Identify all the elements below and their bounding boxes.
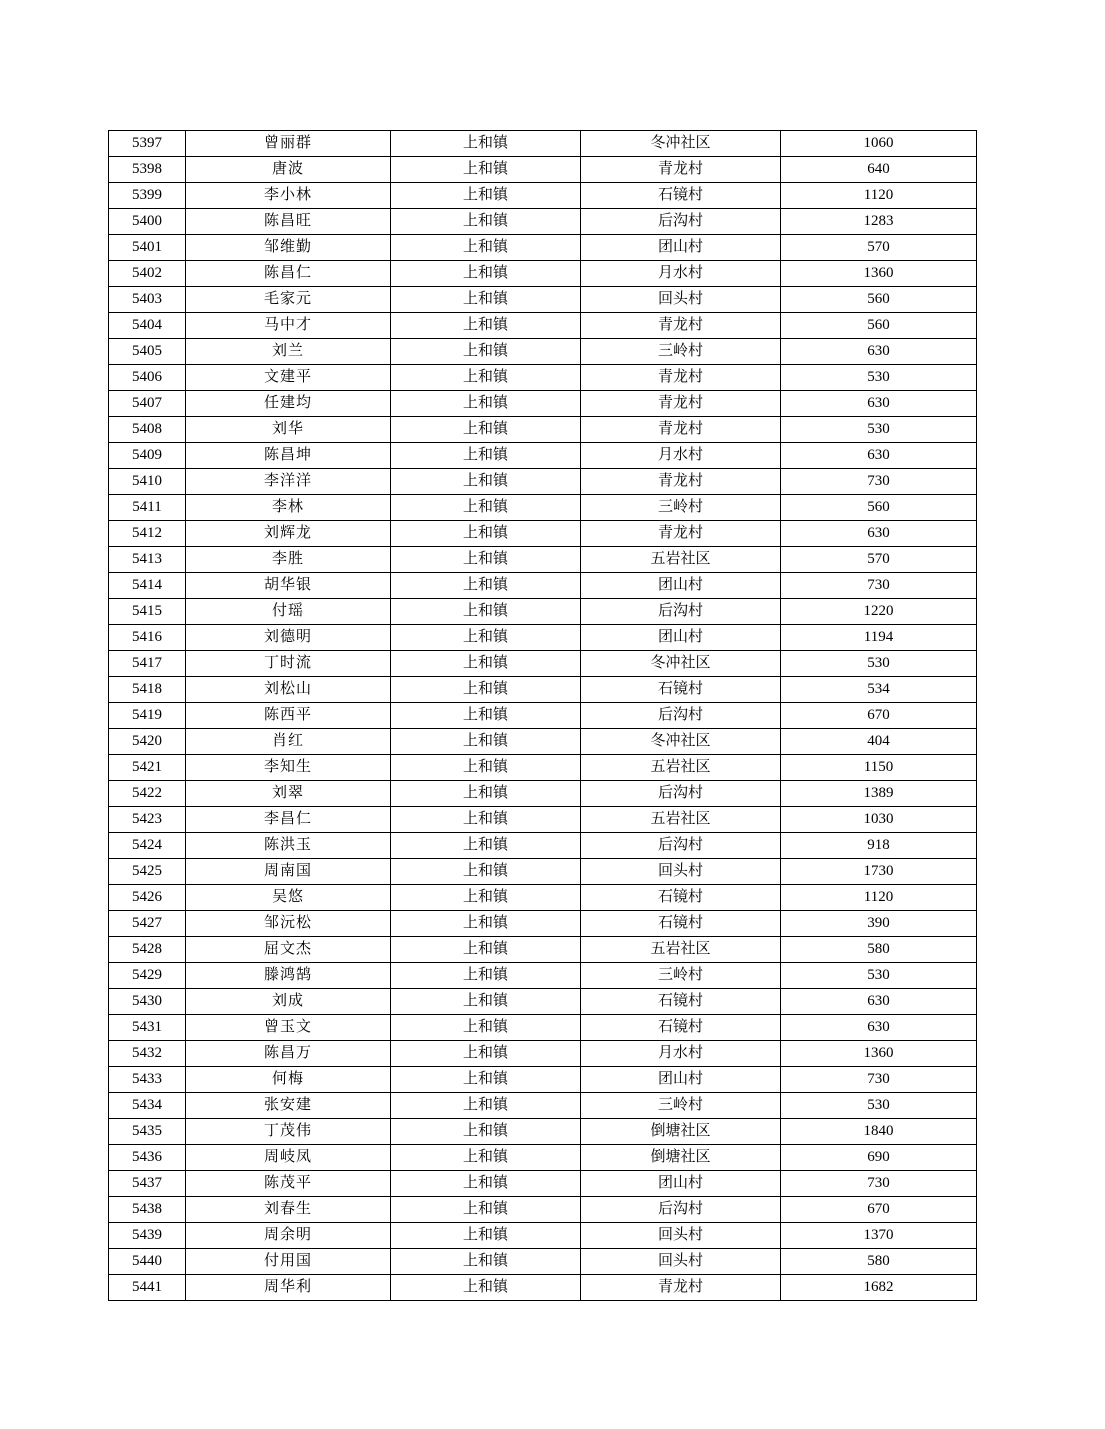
- cell-person-name: 任建均: [186, 391, 391, 417]
- table-row: [109, 1171, 977, 1197]
- cell-person-name: 李洋洋: [186, 469, 391, 495]
- table-row: [109, 131, 977, 157]
- cell-village: 回头村: [581, 287, 781, 313]
- table-row: [109, 729, 977, 755]
- table-row: [109, 833, 977, 859]
- cell-village: 青龙村: [581, 313, 781, 339]
- cell-serial-number: 5423: [109, 807, 186, 833]
- cell-serial-number: 5435: [109, 1119, 186, 1145]
- cell-amount: 1730: [781, 859, 977, 885]
- cell-town: 上和镇: [391, 989, 581, 1015]
- cell-town: 上和镇: [391, 1041, 581, 1067]
- cell-town: 上和镇: [391, 859, 581, 885]
- cell-village: 后沟村: [581, 703, 781, 729]
- table-row: [109, 1067, 977, 1093]
- cell-amount: 390: [781, 911, 977, 937]
- cell-serial-number: 5408: [109, 417, 186, 443]
- cell-village: 月水村: [581, 1041, 781, 1067]
- cell-town: 上和镇: [391, 521, 581, 547]
- cell-person-name: 陈洪玉: [186, 833, 391, 859]
- table-row: [109, 885, 977, 911]
- cell-person-name: 何梅: [186, 1067, 391, 1093]
- cell-serial-number: 5404: [109, 313, 186, 339]
- cell-village: 石镜村: [581, 911, 781, 937]
- cell-amount: 1360: [781, 261, 977, 287]
- cell-amount: 1840: [781, 1119, 977, 1145]
- cell-person-name: 丁时流: [186, 651, 391, 677]
- cell-person-name: 曾丽群: [186, 131, 391, 157]
- cell-person-name: 李林: [186, 495, 391, 521]
- cell-amount: 580: [781, 937, 977, 963]
- cell-serial-number: 5409: [109, 443, 186, 469]
- table-row: [109, 547, 977, 573]
- cell-serial-number: 5418: [109, 677, 186, 703]
- cell-village: 青龙村: [581, 521, 781, 547]
- cell-town: 上和镇: [391, 1197, 581, 1223]
- cell-village: 后沟村: [581, 209, 781, 235]
- cell-amount: 1682: [781, 1275, 977, 1301]
- table-row: [109, 1145, 977, 1171]
- cell-town: 上和镇: [391, 807, 581, 833]
- cell-town: 上和镇: [391, 1015, 581, 1041]
- cell-village: 团山村: [581, 1067, 781, 1093]
- cell-amount: 730: [781, 1067, 977, 1093]
- cell-person-name: 陈西平: [186, 703, 391, 729]
- cell-town: 上和镇: [391, 287, 581, 313]
- cell-town: 上和镇: [391, 1145, 581, 1171]
- table-row: [109, 417, 977, 443]
- cell-person-name: 刘辉龙: [186, 521, 391, 547]
- cell-town: 上和镇: [391, 235, 581, 261]
- cell-amount: 630: [781, 989, 977, 1015]
- table-row: [109, 677, 977, 703]
- cell-village: 青龙村: [581, 469, 781, 495]
- cell-serial-number: 5406: [109, 365, 186, 391]
- cell-town: 上和镇: [391, 339, 581, 365]
- cell-village: 团山村: [581, 625, 781, 651]
- cell-person-name: 肖红: [186, 729, 391, 755]
- cell-town: 上和镇: [391, 755, 581, 781]
- cell-village: 团山村: [581, 1171, 781, 1197]
- cell-village: 青龙村: [581, 365, 781, 391]
- cell-town: 上和镇: [391, 885, 581, 911]
- cell-serial-number: 5412: [109, 521, 186, 547]
- cell-town: 上和镇: [391, 417, 581, 443]
- table-row: [109, 313, 977, 339]
- cell-amount: 690: [781, 1145, 977, 1171]
- cell-amount: 670: [781, 1197, 977, 1223]
- cell-person-name: 陈昌万: [186, 1041, 391, 1067]
- table-row: [109, 963, 977, 989]
- cell-person-name: 周岐凤: [186, 1145, 391, 1171]
- cell-town: 上和镇: [391, 677, 581, 703]
- cell-serial-number: 5414: [109, 573, 186, 599]
- cell-person-name: 丁茂伟: [186, 1119, 391, 1145]
- table-row: [109, 469, 977, 495]
- cell-village: 冬冲社区: [581, 729, 781, 755]
- cell-serial-number: 5400: [109, 209, 186, 235]
- cell-town: 上和镇: [391, 1223, 581, 1249]
- cell-village: 三岭村: [581, 495, 781, 521]
- table-row: [109, 1223, 977, 1249]
- cell-town: 上和镇: [391, 131, 581, 157]
- table-row: [109, 287, 977, 313]
- cell-person-name: 陈昌仁: [186, 261, 391, 287]
- cell-person-name: 邹维勤: [186, 235, 391, 261]
- table-row: [109, 157, 977, 183]
- cell-village: 回头村: [581, 859, 781, 885]
- cell-serial-number: 5397: [109, 131, 186, 157]
- cell-person-name: 陈昌坤: [186, 443, 391, 469]
- cell-serial-number: 5432: [109, 1041, 186, 1067]
- cell-town: 上和镇: [391, 469, 581, 495]
- cell-serial-number: 5425: [109, 859, 186, 885]
- cell-town: 上和镇: [391, 625, 581, 651]
- cell-amount: 1030: [781, 807, 977, 833]
- cell-village: 团山村: [581, 235, 781, 261]
- cell-town: 上和镇: [391, 911, 581, 937]
- cell-serial-number: 5399: [109, 183, 186, 209]
- cell-serial-number: 5411: [109, 495, 186, 521]
- cell-amount: 730: [781, 573, 977, 599]
- cell-town: 上和镇: [391, 183, 581, 209]
- cell-town: 上和镇: [391, 1067, 581, 1093]
- cell-village: 后沟村: [581, 599, 781, 625]
- cell-village: 五岩社区: [581, 547, 781, 573]
- table-row: [109, 755, 977, 781]
- cell-serial-number: 5431: [109, 1015, 186, 1041]
- cell-serial-number: 5439: [109, 1223, 186, 1249]
- cell-serial-number: 5410: [109, 469, 186, 495]
- cell-amount: 630: [781, 443, 977, 469]
- cell-serial-number: 5436: [109, 1145, 186, 1171]
- cell-serial-number: 5440: [109, 1249, 186, 1275]
- table-row: [109, 183, 977, 209]
- cell-village: 后沟村: [581, 781, 781, 807]
- cell-town: 上和镇: [391, 495, 581, 521]
- table-row: [109, 781, 977, 807]
- cell-town: 上和镇: [391, 963, 581, 989]
- cell-village: 五岩社区: [581, 807, 781, 833]
- cell-village: 倒塘社区: [581, 1145, 781, 1171]
- payment-table: [108, 130, 977, 1301]
- table-row: [109, 599, 977, 625]
- cell-person-name: 刘华: [186, 417, 391, 443]
- cell-serial-number: 5433: [109, 1067, 186, 1093]
- table-row: [109, 391, 977, 417]
- cell-serial-number: 5402: [109, 261, 186, 287]
- cell-amount: 1120: [781, 885, 977, 911]
- table-row: [109, 651, 977, 677]
- cell-village: 月水村: [581, 261, 781, 287]
- table-row: [109, 1093, 977, 1119]
- table-row: [109, 1041, 977, 1067]
- cell-amount: 640: [781, 157, 977, 183]
- cell-village: 后沟村: [581, 1197, 781, 1223]
- cell-serial-number: 5424: [109, 833, 186, 859]
- cell-amount: 1389: [781, 781, 977, 807]
- cell-amount: 560: [781, 313, 977, 339]
- cell-amount: 1194: [781, 625, 977, 651]
- cell-person-name: 刘成: [186, 989, 391, 1015]
- cell-village: 石镜村: [581, 885, 781, 911]
- cell-amount: 530: [781, 417, 977, 443]
- table-row: [109, 1119, 977, 1145]
- cell-serial-number: 5419: [109, 703, 186, 729]
- cell-town: 上和镇: [391, 1119, 581, 1145]
- cell-amount: 1370: [781, 1223, 977, 1249]
- table-row: [109, 339, 977, 365]
- cell-person-name: 屈文杰: [186, 937, 391, 963]
- table-row: [109, 859, 977, 885]
- cell-town: 上和镇: [391, 703, 581, 729]
- cell-serial-number: 5401: [109, 235, 186, 261]
- cell-village: 石镜村: [581, 677, 781, 703]
- cell-person-name: 李昌仁: [186, 807, 391, 833]
- table-row: [109, 807, 977, 833]
- cell-village: 冬冲社区: [581, 651, 781, 677]
- cell-serial-number: 5427: [109, 911, 186, 937]
- cell-amount: 530: [781, 365, 977, 391]
- cell-amount: 1283: [781, 209, 977, 235]
- cell-person-name: 陈茂平: [186, 1171, 391, 1197]
- cell-serial-number: 5403: [109, 287, 186, 313]
- table-row: [109, 703, 977, 729]
- cell-person-name: 文建平: [186, 365, 391, 391]
- cell-serial-number: 5413: [109, 547, 186, 573]
- table-row: [109, 625, 977, 651]
- cell-town: 上和镇: [391, 573, 581, 599]
- table-row: [109, 937, 977, 963]
- cell-village: 三岭村: [581, 339, 781, 365]
- cell-town: 上和镇: [391, 937, 581, 963]
- cell-town: 上和镇: [391, 209, 581, 235]
- cell-town: 上和镇: [391, 1171, 581, 1197]
- cell-serial-number: 5422: [109, 781, 186, 807]
- cell-amount: 560: [781, 287, 977, 313]
- cell-amount: 530: [781, 651, 977, 677]
- cell-village: 五岩社区: [581, 755, 781, 781]
- cell-town: 上和镇: [391, 1275, 581, 1301]
- cell-serial-number: 5438: [109, 1197, 186, 1223]
- cell-serial-number: 5398: [109, 157, 186, 183]
- cell-village: 青龙村: [581, 417, 781, 443]
- cell-town: 上和镇: [391, 157, 581, 183]
- cell-town: 上和镇: [391, 651, 581, 677]
- cell-village: 回头村: [581, 1223, 781, 1249]
- cell-serial-number: 5415: [109, 599, 186, 625]
- cell-person-name: 张安建: [186, 1093, 391, 1119]
- cell-serial-number: 5430: [109, 989, 186, 1015]
- cell-amount: 1120: [781, 183, 977, 209]
- table-row: [109, 495, 977, 521]
- cell-person-name: 唐波: [186, 157, 391, 183]
- cell-amount: 570: [781, 235, 977, 261]
- cell-person-name: 胡华银: [186, 573, 391, 599]
- cell-village: 青龙村: [581, 1275, 781, 1301]
- cell-town: 上和镇: [391, 313, 581, 339]
- cell-person-name: 邹沅松: [186, 911, 391, 937]
- cell-town: 上和镇: [391, 1093, 581, 1119]
- table-row: [109, 989, 977, 1015]
- table-row: [109, 443, 977, 469]
- cell-amount: 670: [781, 703, 977, 729]
- cell-serial-number: 5428: [109, 937, 186, 963]
- cell-amount: 560: [781, 495, 977, 521]
- cell-person-name: 陈昌旺: [186, 209, 391, 235]
- cell-village: 石镜村: [581, 1015, 781, 1041]
- cell-village: 冬冲社区: [581, 131, 781, 157]
- cell-village: 回头村: [581, 1249, 781, 1275]
- cell-amount: 580: [781, 1249, 977, 1275]
- cell-serial-number: 5437: [109, 1171, 186, 1197]
- table-row: [109, 1249, 977, 1275]
- table-row: [109, 365, 977, 391]
- cell-serial-number: 5405: [109, 339, 186, 365]
- cell-village: 青龙村: [581, 157, 781, 183]
- cell-town: 上和镇: [391, 443, 581, 469]
- cell-village: 三岭村: [581, 1093, 781, 1119]
- cell-person-name: 周南国: [186, 859, 391, 885]
- cell-amount: 404: [781, 729, 977, 755]
- cell-person-name: 曾玉文: [186, 1015, 391, 1041]
- cell-amount: 1150: [781, 755, 977, 781]
- cell-serial-number: 5441: [109, 1275, 186, 1301]
- table-row: [109, 209, 977, 235]
- cell-town: 上和镇: [391, 547, 581, 573]
- cell-person-name: 付瑶: [186, 599, 391, 625]
- cell-village: 五岩社区: [581, 937, 781, 963]
- cell-town: 上和镇: [391, 1249, 581, 1275]
- cell-village: 石镜村: [581, 989, 781, 1015]
- cell-town: 上和镇: [391, 391, 581, 417]
- cell-serial-number: 5426: [109, 885, 186, 911]
- cell-person-name: 刘翠: [186, 781, 391, 807]
- table-row: [109, 911, 977, 937]
- cell-person-name: 李小林: [186, 183, 391, 209]
- cell-amount: 730: [781, 469, 977, 495]
- cell-serial-number: 5417: [109, 651, 186, 677]
- table-row: [109, 573, 977, 599]
- cell-amount: 1220: [781, 599, 977, 625]
- cell-town: 上和镇: [391, 365, 581, 391]
- cell-person-name: 刘春生: [186, 1197, 391, 1223]
- cell-amount: 570: [781, 547, 977, 573]
- table-row: [109, 521, 977, 547]
- cell-serial-number: 5429: [109, 963, 186, 989]
- cell-serial-number: 5421: [109, 755, 186, 781]
- cell-person-name: 李知生: [186, 755, 391, 781]
- cell-person-name: 付用国: [186, 1249, 391, 1275]
- cell-village: 倒塘社区: [581, 1119, 781, 1145]
- cell-amount: 534: [781, 677, 977, 703]
- cell-amount: 630: [781, 521, 977, 547]
- cell-town: 上和镇: [391, 729, 581, 755]
- table-row: [109, 1015, 977, 1041]
- cell-amount: 1060: [781, 131, 977, 157]
- cell-person-name: 滕鸿鹄: [186, 963, 391, 989]
- table-body: [109, 131, 977, 1301]
- cell-amount: 730: [781, 1171, 977, 1197]
- cell-village: 团山村: [581, 573, 781, 599]
- cell-village: 三岭村: [581, 963, 781, 989]
- cell-village: 青龙村: [581, 391, 781, 417]
- cell-amount: 918: [781, 833, 977, 859]
- table-row: [109, 1197, 977, 1223]
- cell-person-name: 刘松山: [186, 677, 391, 703]
- cell-amount: 530: [781, 1093, 977, 1119]
- cell-amount: 630: [781, 1015, 977, 1041]
- cell-town: 上和镇: [391, 781, 581, 807]
- cell-serial-number: 5407: [109, 391, 186, 417]
- cell-person-name: 马中才: [186, 313, 391, 339]
- cell-person-name: 刘兰: [186, 339, 391, 365]
- cell-person-name: 周华利: [186, 1275, 391, 1301]
- cell-person-name: 吴悠: [186, 885, 391, 911]
- cell-village: 后沟村: [581, 833, 781, 859]
- cell-town: 上和镇: [391, 599, 581, 625]
- cell-amount: 1360: [781, 1041, 977, 1067]
- cell-person-name: 刘德明: [186, 625, 391, 651]
- cell-serial-number: 5434: [109, 1093, 186, 1119]
- cell-amount: 630: [781, 339, 977, 365]
- cell-town: 上和镇: [391, 833, 581, 859]
- cell-village: 石镜村: [581, 183, 781, 209]
- cell-village: 月水村: [581, 443, 781, 469]
- cell-town: 上和镇: [391, 261, 581, 287]
- cell-person-name: 李胜: [186, 547, 391, 573]
- table-row: [109, 1275, 977, 1301]
- table-row: [109, 261, 977, 287]
- cell-person-name: 周余明: [186, 1223, 391, 1249]
- cell-person-name: 毛家元: [186, 287, 391, 313]
- cell-serial-number: 5416: [109, 625, 186, 651]
- table-row: [109, 235, 977, 261]
- cell-serial-number: 5420: [109, 729, 186, 755]
- cell-amount: 630: [781, 391, 977, 417]
- cell-amount: 530: [781, 963, 977, 989]
